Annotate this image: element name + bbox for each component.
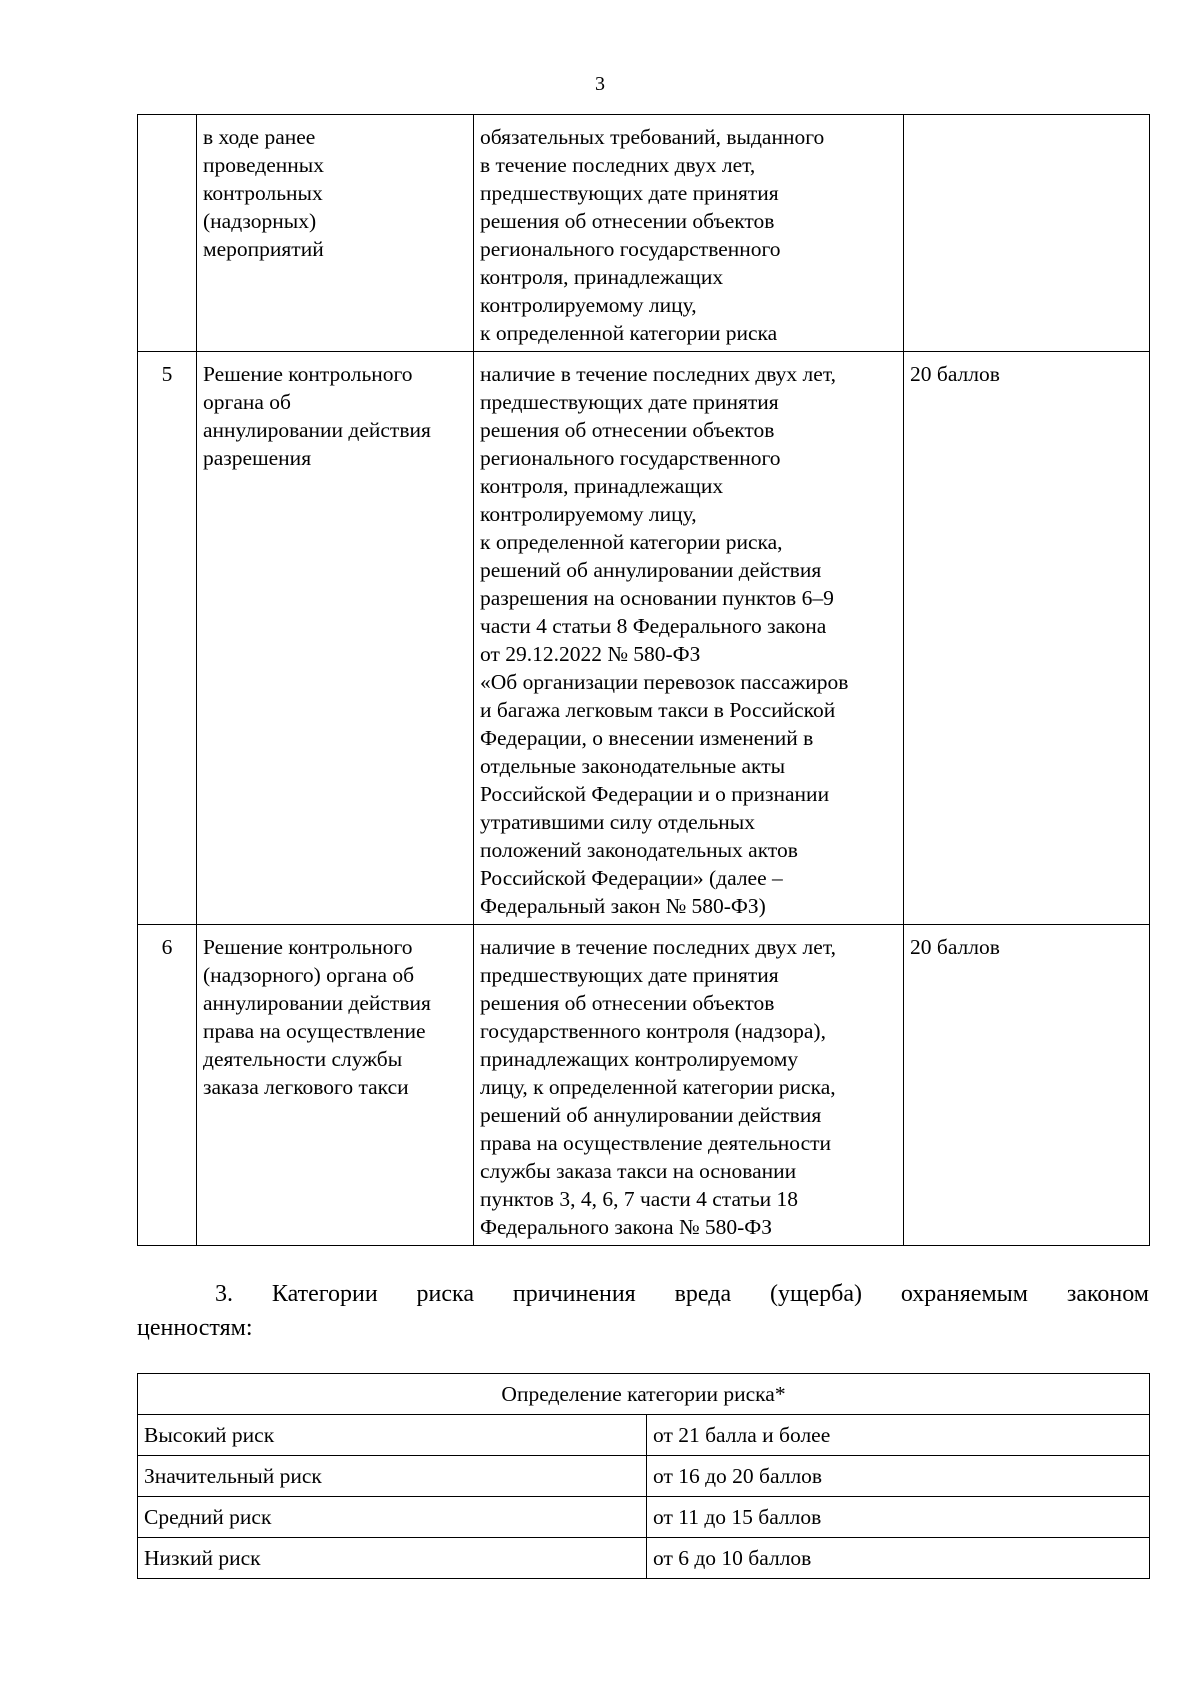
criterion-line: (надзорного) органа об xyxy=(203,963,415,987)
condition-line: права на осуществление деятельности xyxy=(480,1131,832,1155)
condition-line: регионального государственного xyxy=(480,237,781,261)
score-cell xyxy=(904,115,1150,352)
condition-line: к определенной категории риска, xyxy=(480,530,783,554)
table-row xyxy=(138,352,1150,925)
risk-range: от 21 балла и более xyxy=(647,1415,1150,1456)
criterion-line: заказа легкового такси xyxy=(203,1075,409,1099)
page-number: 3 xyxy=(595,73,605,95)
table-header-row xyxy=(138,1374,1150,1415)
criterion-line: аннулировании действия xyxy=(203,991,431,1015)
condition-line: контроля, принадлежащих xyxy=(480,265,724,289)
risk-range: от 16 до 20 баллов xyxy=(647,1456,1150,1497)
criterion-cell xyxy=(197,925,474,1246)
condition-line: обязательных требований, выданного xyxy=(480,125,825,149)
condition-line: положений законодательных актов xyxy=(480,838,798,862)
section-heading-continuation: ценностям: xyxy=(137,1315,253,1341)
table-header: Определение категории риска* xyxy=(138,1374,1150,1415)
condition-line: Российской Федерации» (далее – xyxy=(480,866,783,890)
criterion-line: Решение контрольного xyxy=(203,935,413,959)
table-row xyxy=(138,1538,1150,1579)
row-number: 6 xyxy=(138,925,197,1246)
condition-cell xyxy=(474,115,904,352)
condition-line: решений об аннулировании действия xyxy=(480,558,822,582)
condition-line: предшествующих дате принятия xyxy=(480,181,779,205)
risk-category: Низкий риск xyxy=(138,1538,647,1579)
condition-line: государственного контроля (надзора), xyxy=(480,1019,826,1043)
criterion-line: в ходе ранее xyxy=(203,125,316,149)
condition-line: решения об отнесении объектов xyxy=(480,209,775,233)
table-row xyxy=(138,1415,1150,1456)
condition-line: предшествующих дате принятия xyxy=(480,390,779,414)
condition-line: отдельные законодательные акты xyxy=(480,754,786,778)
criterion-line: (надзорных) xyxy=(203,209,317,233)
condition-line: наличие в течение последних двух лет, xyxy=(480,935,836,959)
condition-line: контроля, принадлежащих xyxy=(480,474,724,498)
condition-line: наличие в течение последних двух лет, xyxy=(480,362,836,386)
section-heading xyxy=(137,1277,1149,1311)
criterion-line: Решение контрольного xyxy=(203,362,413,386)
condition-line: Федеральный закон № 580-ФЗ) xyxy=(480,894,766,918)
condition-line: регионального государственного xyxy=(480,446,781,470)
condition-cell xyxy=(474,925,904,1246)
row-number: 5 xyxy=(138,352,197,925)
criterion-line: деятельности службы xyxy=(203,1047,403,1071)
criteria-table xyxy=(137,114,1150,1246)
score-cell: 20 баллов xyxy=(904,925,1150,1246)
condition-line: части 4 статьи 8 Федерального закона xyxy=(480,614,827,638)
criterion-line: органа об xyxy=(203,390,291,414)
condition-line: решений об аннулировании действия xyxy=(480,1103,822,1127)
condition-line: от 29.12.2022 № 580-ФЗ xyxy=(480,642,701,666)
condition-line: принадлежащих контролируемому xyxy=(480,1047,799,1071)
criterion-line: мероприятий xyxy=(203,237,324,261)
condition-line: разрешения на основании пунктов 6–9 xyxy=(480,586,834,610)
table-row xyxy=(138,115,1150,352)
condition-line: решения об отнесении объектов xyxy=(480,991,775,1015)
condition-line: службы заказа такси на основании xyxy=(480,1159,797,1183)
condition-line: Федерации, о внесении изменений в xyxy=(480,726,814,750)
criterion-line: аннулировании действия xyxy=(203,418,431,442)
criterion-line: контрольных xyxy=(203,181,323,205)
criterion-line: права на осуществление xyxy=(203,1019,426,1043)
risk-range: от 6 до 10 баллов xyxy=(647,1538,1150,1579)
condition-line: и багажа легковым такси в Российской xyxy=(480,698,836,722)
condition-line: утратившими силу отдельных xyxy=(480,810,755,834)
condition-line: в течение последних двух лет, xyxy=(480,153,756,177)
section-heading-line: 3. Категории риска причинения вреда (ущерба) охраняемым законом xyxy=(215,1281,1149,1307)
criterion-line: разрешения xyxy=(203,446,312,470)
condition-line: решения об отнесении объектов xyxy=(480,418,775,442)
risk-category: Средний риск xyxy=(138,1497,647,1538)
table-row xyxy=(138,1456,1150,1497)
table-row xyxy=(138,1497,1150,1538)
table-row xyxy=(138,925,1150,1246)
risk-range: от 11 до 15 баллов xyxy=(647,1497,1150,1538)
condition-line: лицу, к определенной категории риска, xyxy=(480,1075,836,1099)
condition-line: пунктов 3, 4, 6, 7 части 4 статьи 18 xyxy=(480,1187,799,1211)
condition-cell xyxy=(474,352,904,925)
criterion-cell xyxy=(197,115,474,352)
condition-line: Федерального закона № 580-ФЗ xyxy=(480,1215,773,1239)
condition-line: «Об организации перевозок пассажиров xyxy=(480,670,849,694)
condition-line: предшествующих дате принятия xyxy=(480,963,779,987)
condition-line: Российской Федерации и о признании xyxy=(480,782,830,806)
condition-line: контролируемому лицу, xyxy=(480,293,697,317)
criterion-cell xyxy=(197,352,474,925)
score-cell: 20 баллов xyxy=(904,352,1150,925)
row-number xyxy=(138,115,197,352)
condition-line: контролируемому лицу, xyxy=(480,502,697,526)
risk-category: Высокий риск xyxy=(138,1415,647,1456)
condition-line: к определенной категории риска xyxy=(480,321,778,345)
risk-category-table xyxy=(137,1373,1150,1579)
criterion-line: проведенных xyxy=(203,153,324,177)
risk-category: Значительный риск xyxy=(138,1456,647,1497)
